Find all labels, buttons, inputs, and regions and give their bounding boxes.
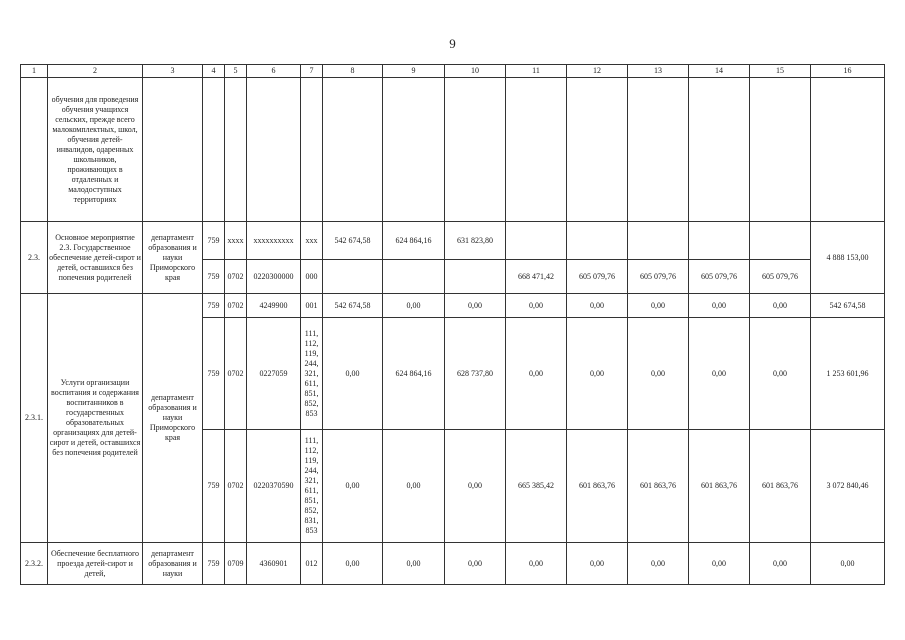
cell: 624 864,16 bbox=[383, 222, 445, 260]
header-cell: 4 bbox=[203, 65, 225, 78]
cell: 759 bbox=[203, 222, 225, 260]
cell: 0,00 bbox=[506, 318, 567, 430]
cell: 601 863,76 bbox=[628, 430, 689, 543]
cell: 0,00 bbox=[689, 543, 750, 585]
cell: 0,00 bbox=[811, 543, 885, 585]
header-cell: 2 bbox=[48, 65, 143, 78]
cell: 759 bbox=[203, 430, 225, 543]
cell: 0,00 bbox=[567, 543, 628, 585]
executor: департамент образования и науки Приморского края bbox=[143, 294, 203, 543]
cell: 0702 bbox=[225, 260, 247, 294]
cell: 759 bbox=[203, 543, 225, 585]
header-cell: 7 bbox=[301, 65, 323, 78]
header-cell: 9 bbox=[383, 65, 445, 78]
header-row bbox=[21, 65, 885, 78]
cell: 0,00 bbox=[750, 294, 811, 318]
cell: 0,00 bbox=[323, 318, 383, 430]
cell: 624 864,16 bbox=[383, 318, 445, 430]
cell: 0702 bbox=[225, 318, 247, 430]
header-cell: 15 bbox=[750, 65, 811, 78]
cell: 0220370590 bbox=[247, 430, 301, 543]
cell: хххх bbox=[225, 222, 247, 260]
cell: 001 bbox=[301, 294, 323, 318]
cell: 628 737,80 bbox=[445, 318, 506, 430]
cell: 665 385,42 bbox=[506, 430, 567, 543]
measure-name: Основное мероприятие 2.3. Государственное обеспечение детей-сирот и детей, оставшихся без попечения родителей bbox=[48, 222, 143, 294]
cell: хххххххххх bbox=[247, 222, 301, 260]
header-cell: 14 bbox=[689, 65, 750, 78]
cell: 605 079,76 bbox=[750, 260, 811, 294]
cell: 0,00 bbox=[323, 430, 383, 543]
cell: 1 253 601,96 bbox=[811, 318, 885, 430]
row-number: 2.3.2. bbox=[21, 543, 48, 585]
header-cell: 11 bbox=[506, 65, 567, 78]
cell: 000 bbox=[301, 260, 323, 294]
cell: 111, 112, 119, 244, 321, 611, 851, 852, 831, 853 bbox=[301, 430, 323, 543]
table-row bbox=[21, 222, 885, 260]
cell: 0702 bbox=[225, 294, 247, 318]
cell: 759 bbox=[203, 318, 225, 430]
cell: 0,00 bbox=[383, 430, 445, 543]
cell: 0,00 bbox=[323, 543, 383, 585]
cell: 0,00 bbox=[750, 318, 811, 430]
header-cell: 5 bbox=[225, 65, 247, 78]
cell: 542 674,58 bbox=[323, 222, 383, 260]
table-row bbox=[21, 294, 885, 318]
cell: 0,00 bbox=[628, 294, 689, 318]
row-number: 2.3. bbox=[21, 222, 48, 294]
cell: 0,00 bbox=[628, 543, 689, 585]
cell: 605 079,76 bbox=[567, 260, 628, 294]
cell: 0,00 bbox=[506, 543, 567, 585]
cell: 0,00 bbox=[445, 543, 506, 585]
cell: 542 674,58 bbox=[811, 294, 885, 318]
cell: 0,00 bbox=[689, 318, 750, 430]
cell: 0220300000 bbox=[247, 260, 301, 294]
cell: 0227059 bbox=[247, 318, 301, 430]
cell: 0702 bbox=[225, 430, 247, 543]
measure-name: Обеспечение бесплатного проезда детей-сирот и детей, bbox=[48, 543, 143, 585]
measure-name: Услуги организации воспитания и содержания воспитанников в государственных образовательных организациях для детей-сирот и детей, оставшихся без попечения родителей bbox=[48, 294, 143, 543]
header-cell: 3 bbox=[143, 65, 203, 78]
table-row bbox=[21, 543, 885, 585]
cell: 0,00 bbox=[689, 294, 750, 318]
cell: 0,00 bbox=[567, 318, 628, 430]
cell: 0,00 bbox=[506, 294, 567, 318]
cell: 0,00 bbox=[567, 294, 628, 318]
table-row bbox=[21, 78, 885, 222]
cell: 0,00 bbox=[628, 318, 689, 430]
cell: 0,00 bbox=[445, 430, 506, 543]
cell: 0,00 bbox=[750, 543, 811, 585]
cell: 601 863,76 bbox=[567, 430, 628, 543]
cell: 0,00 bbox=[445, 294, 506, 318]
header-cell: 6 bbox=[247, 65, 301, 78]
header-cell: 12 bbox=[567, 65, 628, 78]
total-cell: 4 888 153,00 bbox=[811, 222, 885, 294]
header-cell: 16 bbox=[811, 65, 885, 78]
cell: 4249900 bbox=[247, 294, 301, 318]
cell: 605 079,76 bbox=[628, 260, 689, 294]
budget-table bbox=[20, 64, 885, 585]
executor: департамент образования и науки Приморского края bbox=[143, 222, 203, 294]
cell: 542 674,58 bbox=[323, 294, 383, 318]
cell: 3 072 840,46 bbox=[811, 430, 885, 543]
cell: 4360901 bbox=[247, 543, 301, 585]
header-cell: 1 bbox=[21, 65, 48, 78]
cell: 0,00 bbox=[383, 543, 445, 585]
row-number: 2.3.1. bbox=[21, 294, 48, 543]
header-cell: 10 bbox=[445, 65, 506, 78]
cell: 631 823,80 bbox=[445, 222, 506, 260]
cell: 605 079,76 bbox=[689, 260, 750, 294]
header-cell: 8 bbox=[323, 65, 383, 78]
executor: департамент образования и науки bbox=[143, 543, 203, 585]
cell: 0,00 bbox=[383, 294, 445, 318]
measure-name: обучения для проведения обучения учащихся сельских, прежде всего малокомплектных, школ, обучения детей-инвалидов, одаренных школьников, проживающих в отдаленных и малодоступных территориях bbox=[48, 78, 143, 222]
cell: 601 863,76 bbox=[750, 430, 811, 543]
cell: 0709 bbox=[225, 543, 247, 585]
cell: 668 471,42 bbox=[506, 260, 567, 294]
cell: 111, 112, 119, 244, 321, 611, 851, 852, 853 bbox=[301, 318, 323, 430]
cell: 601 863,76 bbox=[689, 430, 750, 543]
cell: ххх bbox=[301, 222, 323, 260]
page-number: 9 bbox=[449, 36, 456, 51]
cell: 012 bbox=[301, 543, 323, 585]
cell: 759 bbox=[203, 260, 225, 294]
cell: 759 bbox=[203, 294, 225, 318]
header-cell: 13 bbox=[628, 65, 689, 78]
